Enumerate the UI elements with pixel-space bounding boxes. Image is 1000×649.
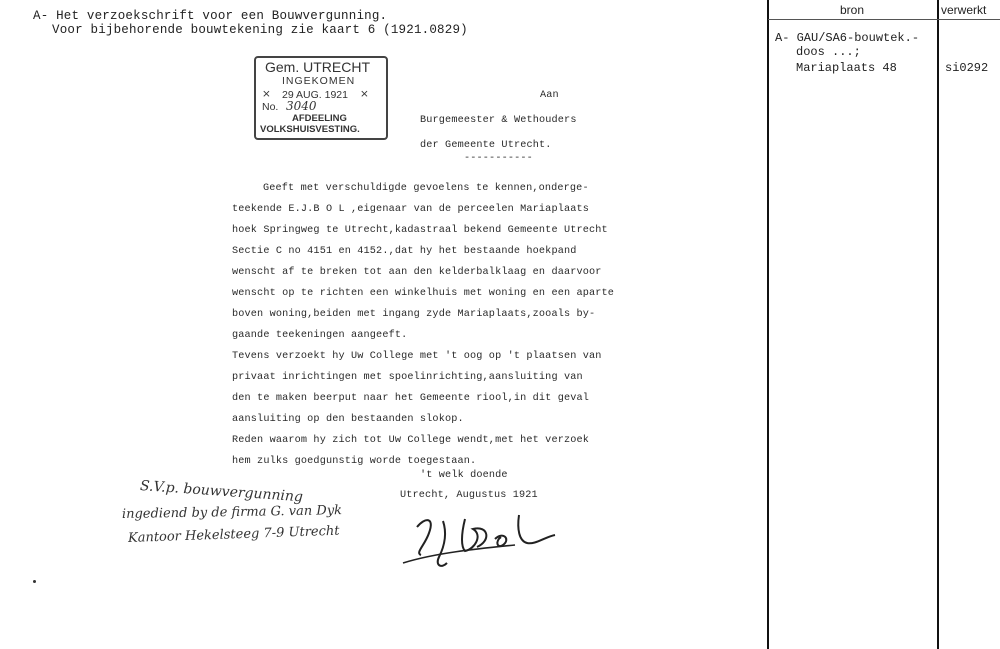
column-divider-right xyxy=(937,0,939,649)
bron-line-1: A- GAU/SA6-bouwtek.- xyxy=(775,31,920,45)
closing-line-2: Utrecht, Augustus 1921 xyxy=(400,490,538,501)
letter-line: hem zulks goedgunstig worde toegestaan. xyxy=(232,456,477,467)
bron-line-2: doos ...; xyxy=(796,45,861,59)
column-divider-left xyxy=(767,0,769,649)
bron-line-3: Mariaplaats 48 xyxy=(796,61,897,75)
letter-line: teekende E.J.B O L ,eigenaar van de perceelen Mariaplaats xyxy=(232,204,590,215)
letter-line: wenscht af te breken tot aan den kelderbalklaag en daarvoor xyxy=(232,267,602,278)
letter-line: hoek Springweg te Utrecht,kadastraal bekend Gemeente Utrecht xyxy=(232,225,608,236)
letter-line: Tevens verzoekt hy Uw College met 't oog op 't plaatsen van xyxy=(232,351,602,362)
letter-line: Reden waarom hy zich tot Uw College wendt,met het verzoek xyxy=(232,435,590,446)
stamp-number-value: 3040 xyxy=(286,99,317,113)
signature xyxy=(395,505,565,575)
stamp-number-label: No. xyxy=(262,101,279,113)
stamp-date: 29 AUG. 1921 xyxy=(282,89,348,101)
stamp-received: INGEKOMEN xyxy=(282,75,356,87)
addressee-line-2: der Gemeente Utrecht. xyxy=(420,140,552,151)
stamp-dept-2: VOLKSHUISVESTING. xyxy=(260,124,360,135)
header-line-1: A- Het verzoekschrift voor een Bouwvergunning. xyxy=(33,9,388,23)
verwerkt-value: si0292 xyxy=(945,61,989,75)
header-rule xyxy=(768,19,1000,20)
handwritten-note-3: Kantoor Hekelsteeg 7-9 Utrecht xyxy=(127,523,340,546)
stamp-title: Gem. UTRECHT xyxy=(265,59,370,75)
stamp-date-marker-left: ⨯ xyxy=(262,88,271,100)
addressee-aan: Aan xyxy=(540,90,559,101)
letter-line: aansluiting op den bestaanden slokop. xyxy=(232,414,464,425)
addressee-rule: ----------- xyxy=(464,153,533,164)
letter-line: gaande teekeningen aangeeft. xyxy=(232,330,408,341)
letter-line: Sectie C no 4151 en 4152.,dat hy het bestaande hoekpand xyxy=(232,246,577,257)
stamp-date-marker-right: ⨯ xyxy=(360,88,369,100)
letter-line: boven woning,beiden met ingang zyde Mariaplaats,zooals by- xyxy=(232,309,596,320)
header-line-2: Voor bijbehorende bouwtekening zie kaart 6 (1921.0829) xyxy=(52,23,468,37)
letter-line: privaat inrichtingen met spoelinrichting,aansluiting van xyxy=(232,372,583,383)
letter-line: den te maken beerput naar het Gemeente riool,in dit geval xyxy=(232,393,590,404)
closing-line-1: 't welk doende xyxy=(420,470,508,481)
received-stamp xyxy=(254,56,388,140)
handwritten-note-1: S.V.p. bouwvergunning xyxy=(139,478,304,506)
handwritten-note-2: ingediend by de firma G. van Dyk xyxy=(121,503,343,522)
verwerkt-header: verwerkt xyxy=(941,3,987,17)
letter-line: wenscht op te richten een winkelhuis met woning en een aparte xyxy=(232,288,615,299)
margin-dot xyxy=(33,580,36,583)
letter-line: Geeft met verschuldigde gevoelens te kennen,onderge- xyxy=(263,183,589,194)
bron-header: bron xyxy=(840,3,865,17)
stamp-dept-1: AFDEELING xyxy=(292,113,347,124)
addressee-line-1: Burgemeester & Wethouders xyxy=(420,115,577,126)
